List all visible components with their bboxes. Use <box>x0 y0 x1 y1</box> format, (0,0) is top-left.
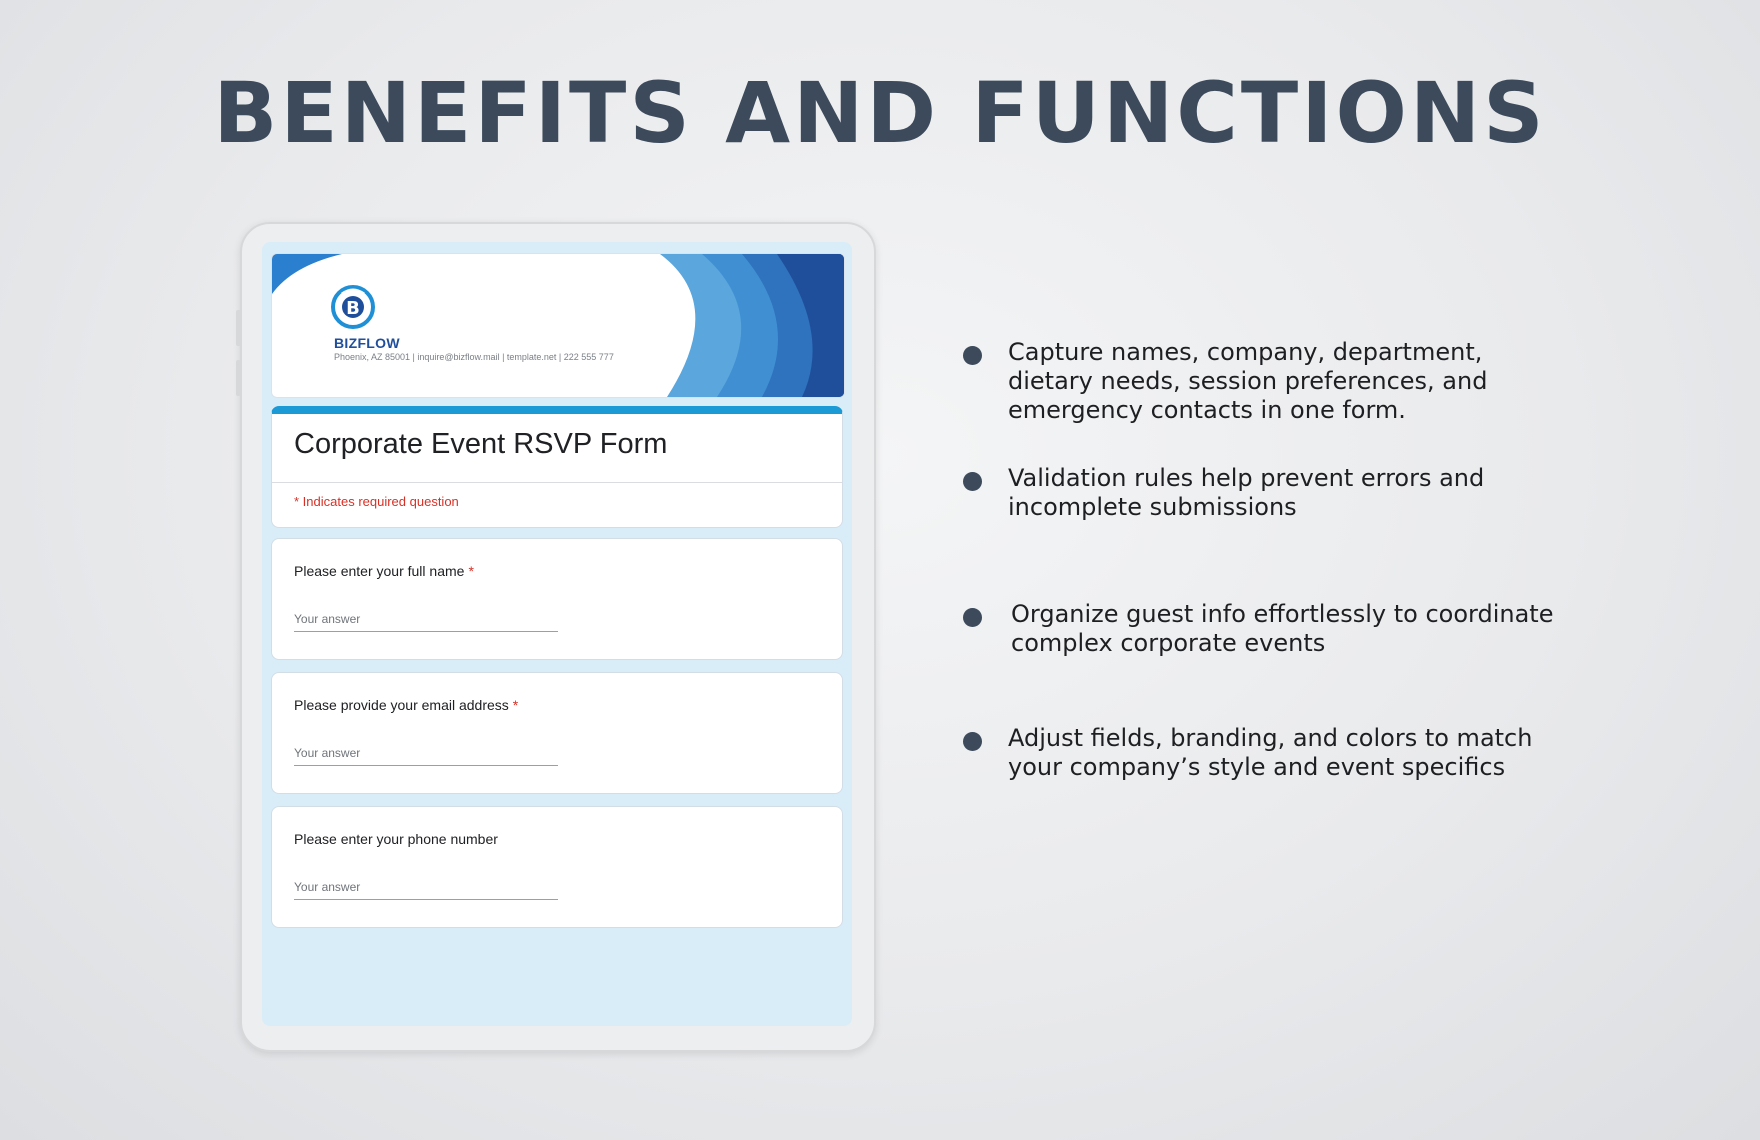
tablet-side-button <box>236 360 241 396</box>
required-asterisk: * <box>512 697 519 713</box>
question-label: Please provide your email address * <box>294 697 519 713</box>
form-header-banner <box>271 253 845 398</box>
bullet-dot-icon <box>963 346 982 365</box>
benefit-text: Organize guest info effortlessly to coordinate complex corporate events <box>1011 600 1554 657</box>
phone-input[interactable] <box>294 875 558 900</box>
bullet-dot-icon <box>963 472 982 491</box>
bullet-dot-icon <box>963 608 982 627</box>
form-title-card <box>271 406 843 528</box>
question-card-phone <box>271 806 843 928</box>
bullet-dot-icon <box>963 732 982 751</box>
required-note: * Indicates required question <box>294 494 459 509</box>
question-card-full-name <box>271 538 843 660</box>
bizflow-logo-icon <box>330 284 376 332</box>
email-input[interactable] <box>294 741 558 766</box>
benefit-text: Capture names, company, department, dietary needs, session preferences, and emergency contacts in one form. <box>1008 338 1488 424</box>
question-card-email <box>271 672 843 794</box>
benefit-text: Adjust fields, branding, and colors to match your company’s style and event specifics <box>1008 724 1533 781</box>
question-label: Please enter your full name * <box>294 563 474 579</box>
svg-text:B: B <box>346 298 360 319</box>
title-divider <box>272 482 842 483</box>
brand-name: BIZFLOW <box>334 335 400 351</box>
page-title: BENEFITS AND FUNCTIONS <box>213 64 1547 162</box>
tablet-device <box>240 222 876 1052</box>
form-title: Corporate Event RSVP Form <box>294 428 668 460</box>
question-label: Please enter your phone number <box>294 831 498 847</box>
required-asterisk: * <box>468 563 474 579</box>
brand-contact-info: Phoenix, AZ 85001 | inquire@bizflow.mail | template.net | 222 555 777 <box>334 352 614 362</box>
tablet-screen <box>262 242 852 1026</box>
benefit-text: Validation rules help prevent errors and incomplete submissions <box>1008 464 1485 521</box>
tablet-side-button <box>236 310 241 346</box>
full-name-input[interactable] <box>294 607 558 632</box>
